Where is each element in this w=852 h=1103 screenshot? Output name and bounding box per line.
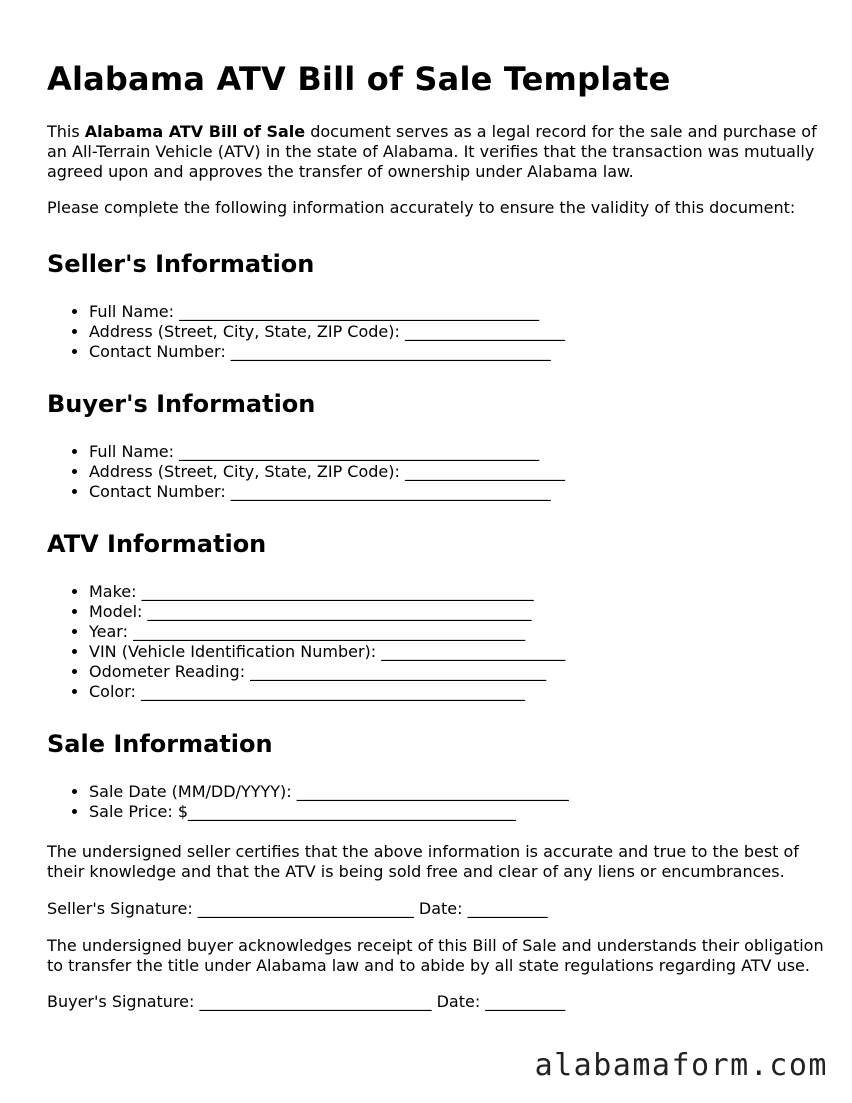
seller-contact-field: • Contact Number: ________________________________________ [89, 342, 827, 362]
intro-paragraph [47, 122, 827, 182]
document-title: Alabama ATV Bill of Sale Template [47, 60, 671, 98]
buyer-address-field: • Address (Street, City, State, ZIP Code): ____________________ [89, 462, 827, 482]
sale-date-field: • Sale Date (MM/DD/YYYY): __________________________________ [89, 782, 827, 802]
seller-signature-line: Seller's Signature: ___________________________ Date: __________ [47, 899, 548, 918]
buyer-acknowledgement: The undersigned buyer acknowledges receipt of this Bill of Sale and understands their obligation to transfer the title under Alabama law and to abide by all state regulations regarding ATV use. [47, 936, 824, 975]
atv-vin-field: • VIN (Vehicle Identification Number): _______________________ [89, 642, 827, 662]
atv-heading: ATV Information [47, 530, 267, 558]
atv-odometer-field: • Odometer Reading: _____________________________________ [89, 662, 827, 682]
buyer-contact-field: • Contact Number: ________________________________________ [89, 482, 827, 502]
site-watermark: alabamaform.com [534, 1048, 828, 1083]
atv-model-field: • Model: ________________________________________________ [89, 602, 827, 622]
sale-price-field: • Sale Price: $_________________________________________ [89, 802, 827, 822]
sale-fields-list [47, 782, 827, 822]
intro-prefix: This [47, 122, 85, 141]
intro-suffix: document serves as a legal record for the sale and purchase of an All-Terrain Vehicle (ATV) in the state of Alabama. It verifies that the transaction was mutually agreed upon and approves the transfer of ownership under Alabama law. [47, 122, 817, 181]
seller-address-field: • Address (Street, City, State, ZIP Code): ____________________ [89, 322, 827, 342]
seller-certification: The undersigned seller certifies that the above information is accurate and true to the best of their knowledge and that the ATV is being sold free and clear of any liens or encumbrances. [47, 842, 799, 881]
buyer-heading: Buyer's Information [47, 390, 316, 418]
buyer-signature-line: Buyer's Signature: _____________________________ Date: __________ [47, 992, 566, 1011]
atv-fields-list [47, 582, 827, 702]
document-page [47, 58, 827, 1012]
seller-heading: Seller's Information [47, 250, 315, 278]
instruction-paragraph: Please complete the following information accurately to ensure the validity of this document: [47, 198, 796, 217]
seller-full-name-field: • Full Name: _____________________________________________ [89, 302, 827, 322]
intro-bold-term: Alabama ATV Bill of Sale [84, 122, 306, 141]
sale-heading: Sale Information [47, 730, 273, 758]
seller-fields-list [47, 302, 827, 362]
buyer-fields-list [47, 442, 827, 502]
buyer-full-name-field: • Full Name: _____________________________________________ [89, 442, 827, 462]
atv-year-field: • Year: _________________________________________________ [89, 622, 827, 642]
atv-make-field: • Make: _________________________________________________ [89, 582, 827, 602]
atv-color-field: • Color: ________________________________________________ [89, 682, 827, 702]
